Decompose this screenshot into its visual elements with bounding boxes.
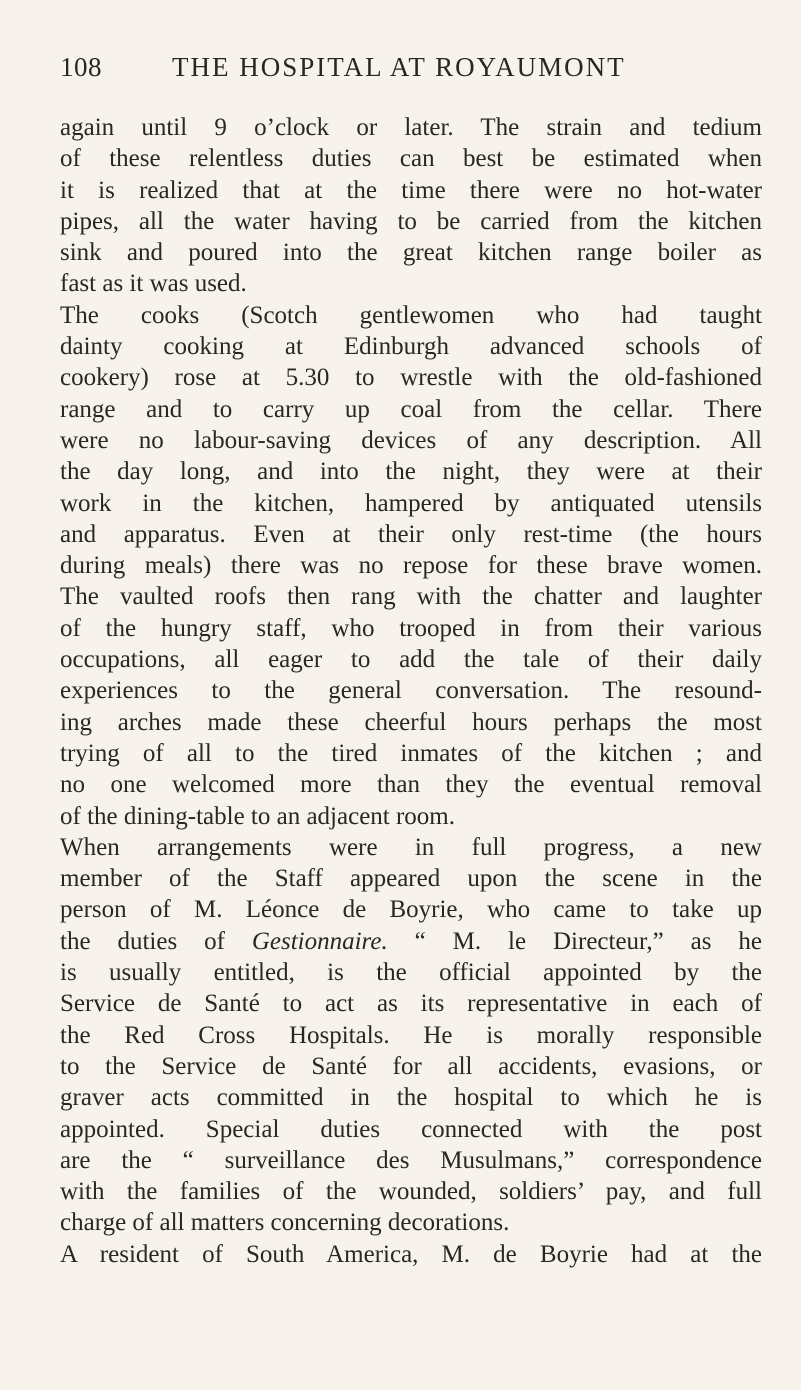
text-line: to the Service de Santé for all accidents, evasions, or <box>60 1052 762 1080</box>
text-line: appointed. Special duties connected with the post <box>60 1115 762 1143</box>
text-line: fast as it was used. <box>60 270 247 298</box>
text-segment: “ M. le Directeur,” as he <box>387 927 762 955</box>
running-head <box>60 52 760 92</box>
text-line: range and to carry up coal from the cellar. There <box>60 395 762 423</box>
text-line: person of M. Léonce de Boyrie, who came to take up <box>60 896 762 924</box>
text-line: the day long, and into the night, they were at their <box>60 458 762 486</box>
text-line: occupations, all eager to add the tale of their daily <box>60 646 762 674</box>
text-line: cookery) rose at 5.30 to wrestle with the old-fashioned <box>60 364 762 392</box>
text-line: with the families of the wounded, soldiers’ pay, and full <box>60 1178 762 1206</box>
text-line: of these relentless duties can best be estimated when <box>60 145 762 173</box>
text-line: dainty cooking at Edinburgh advanced schools of <box>60 333 762 361</box>
text-line: When arrangements were in full progress, a new <box>60 833 762 861</box>
text-line: is usually entitled, is the official appointed by the <box>60 959 762 987</box>
text-line: were no labour-saving devices of any description. All <box>60 426 762 454</box>
text-line: the Red Cross Hospitals. He is morally responsible <box>60 1021 762 1049</box>
text-line: Service de Santé to act as its representative in each of <box>60 990 762 1018</box>
text-line: graver acts committed in the hospital to which he is <box>60 1084 762 1112</box>
text-line: sink and poured into the great kitchen range boiler as <box>60 239 762 267</box>
text-line: again until 9 o’clock or later. The strain and tedium <box>60 114 762 141</box>
text-line: pipes, all the water having to be carried from the kitchen <box>60 207 762 235</box>
italic-term: Gestionnaire. <box>251 927 388 955</box>
text-line: The cooks (Scotch gentlewomen who had taught <box>60 301 762 329</box>
text-line-with-italic <box>60 926 762 957</box>
page-number: 108 <box>60 52 102 82</box>
text-line: experiences to the general conversation. The resound- <box>60 677 762 705</box>
text-line: it is realized that at the time there were no hot-water <box>60 176 762 204</box>
text-line: ing arches made these cheerful hours perhaps the most <box>60 708 762 736</box>
body-text <box>60 112 762 1270</box>
text-line: The vaulted roofs then rang with the chatter and laughter <box>60 583 762 611</box>
text-line: charge of all matters concerning decorations. <box>60 1209 510 1237</box>
text-line: work in the kitchen, hampered by antiquated utensils <box>60 489 762 517</box>
text-line: during meals) there was no repose for these brave women. <box>60 552 762 580</box>
text-line: trying of all to the tired inmates of the kitchen ; and <box>60 739 762 767</box>
text-line: are the “ surveillance des Musulmans,” correspondence <box>60 1146 762 1174</box>
text-line: of the dining-table to an adjacent room. <box>60 802 456 830</box>
text-line: member of the Staff appeared upon the scene in the <box>60 865 762 893</box>
text-line: A resident of South America, M. de Boyrie had at the <box>60 1240 762 1268</box>
text-segment: the duties of <box>60 927 252 955</box>
text-line: no one welcomed more than they the eventual removal <box>60 771 762 799</box>
text-line: of the hungry staff, who trooped in from their various <box>60 614 762 642</box>
running-title: THE HOSPITAL AT ROYAUMONT <box>172 52 626 82</box>
text-line: and apparatus. Even at their only rest-time (the hours <box>60 520 762 548</box>
